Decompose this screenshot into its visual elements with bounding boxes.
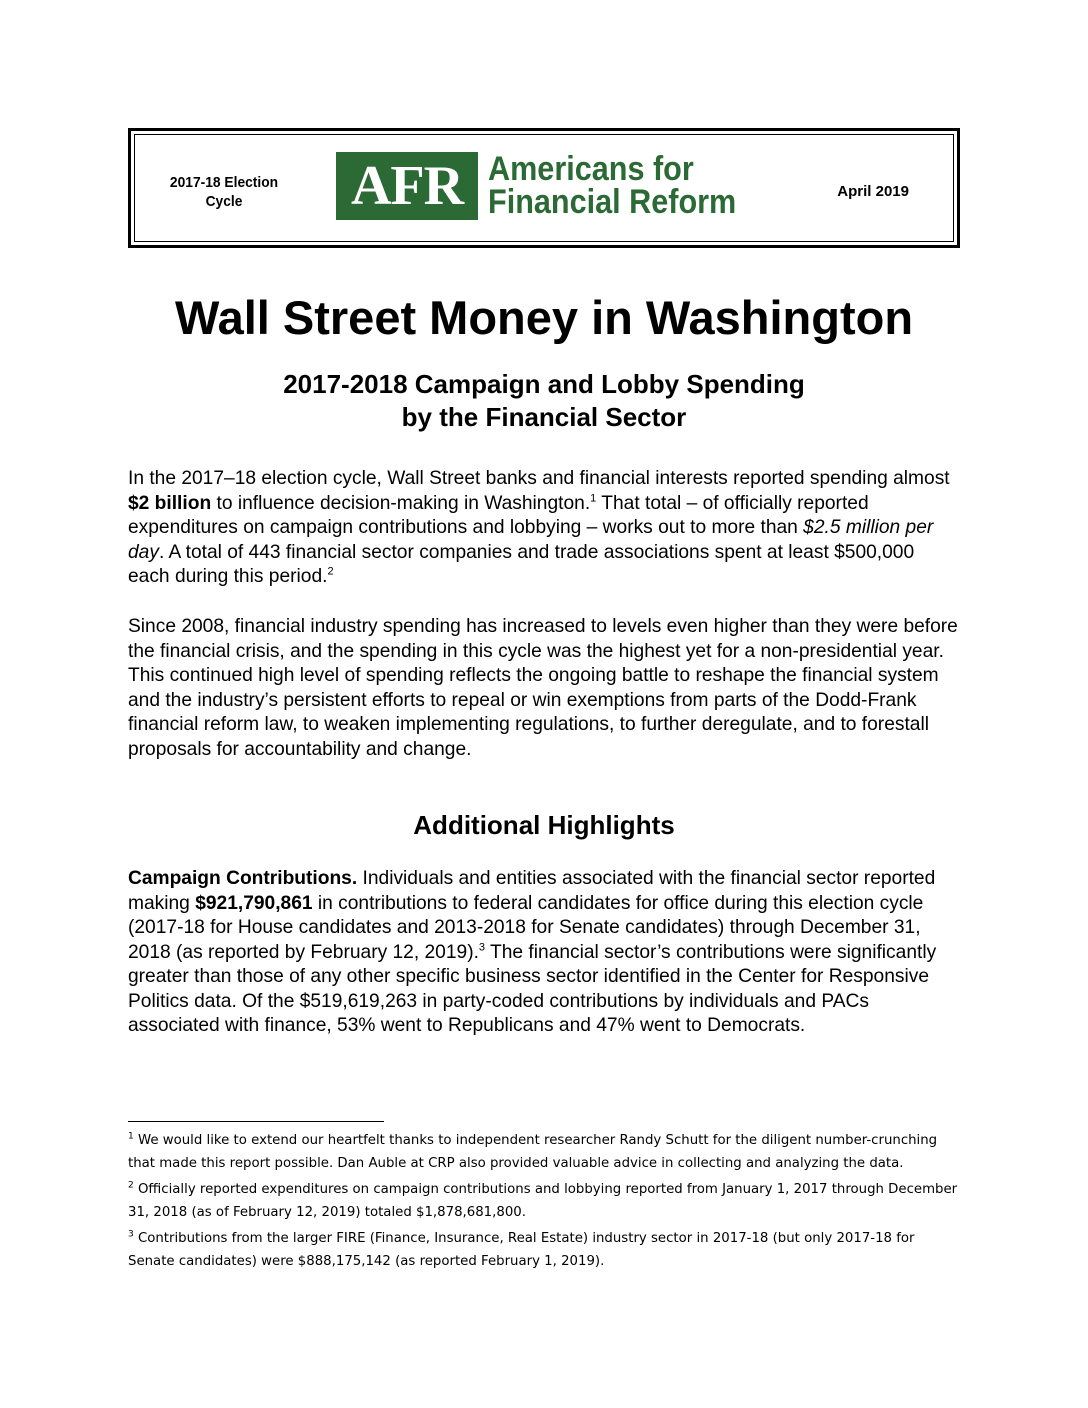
bold-contributions: $921,790,861 — [195, 892, 313, 914]
italic-per-day: $2.5 million per day — [128, 517, 934, 563]
afr-logo-mark: AFR — [336, 152, 478, 220]
bold-total: $2 billion — [128, 492, 212, 514]
text-run: The financial sector’s contributions were significantly greater than those of any other specific business sector identified in the Center for Responsive Politics data. Of the $519,619,263 in party-coded contributions by individuals and PACs associated with finance, 53% went to Republicans and 47% went to Democrats. — [128, 941, 937, 1036]
footnotes — [128, 1130, 960, 1277]
footnote-ref-1: 1 — [590, 492, 597, 505]
text-run: . A total of 443 financial sector companies and trade associations spent at least $500,000 each during this period. — [128, 541, 915, 587]
afr-logo-wordmark — [488, 152, 736, 220]
footnote-text: Contributions from the larger FIRE (Finance, Insurance, Real Estate) industry sector in 2017-18 (but only 2017-18 for Senate candidates) were $888,175,142 (as reported February 1, 2019). — [128, 1231, 915, 1269]
footnote-text: We would like to extend our heartfelt thanks to independent researcher Randy Schutt for the diligent number-crunching that made this report possible. Dan Auble at CRP also provided valuable advice in collecting and analyzing the data. — [128, 1133, 938, 1171]
header-inner-frame — [134, 134, 954, 242]
page-subtitle — [0, 368, 1088, 434]
footnote-number: 1 — [128, 1131, 134, 1142]
subtitle-line-1: 2017-2018 Campaign and Lobby Spending — [283, 369, 805, 399]
subtitle-line-2: by the Financial Sector — [401, 402, 687, 432]
intro-paragraph — [128, 467, 960, 590]
footnote — [128, 1179, 960, 1224]
text-run: in contributions to federal candidates for office during this election cycle (2017-18 for House candidates and 2013-2018 for Senate candidates) through December 31, 2018 (as reported by February 12, 2019). — [128, 892, 924, 963]
afr-logo — [336, 152, 764, 220]
footnote-divider — [128, 1121, 384, 1122]
footnote — [128, 1130, 960, 1175]
contributions-paragraph — [128, 867, 960, 1039]
footnote-ref-3: 3 — [478, 941, 486, 954]
report-header — [128, 128, 960, 248]
footnote-number: 2 — [128, 1180, 134, 1191]
logo-line-1: Americans for — [488, 150, 694, 188]
text-run: Individuals and entities associated with the financial sector reported making — [128, 868, 936, 914]
logo-line-2: Financial Reform — [488, 183, 737, 221]
section-heading: Additional Highlights — [413, 810, 675, 840]
election-cycle-label: 2017-18 Election Cycle — [169, 174, 279, 210]
footnote-number: 3 — [128, 1229, 134, 1240]
text-run: In the 2017–18 election cycle, Wall Street banks and financial interests reported spending almost — [128, 468, 950, 489]
text-run: That total – of officially reported expenditures on campaign contributions and lobbying – works out to more than — [128, 492, 869, 538]
report-date: April 2019 — [837, 183, 909, 200]
paragraph-lead: Campaign Contributions. — [128, 868, 358, 889]
page-title: Wall Street Money in Washington — [174, 291, 914, 344]
footnote-text: Officially reported expenditures on campaign contributions and lobbying reported from January 1, 2017 through December 31, 2018 (as of February 12, 2019) totaled $1,878,681,800. — [128, 1182, 958, 1220]
footnote-ref-2: 2 — [327, 565, 334, 578]
text-run: to influence decision-making in Washington. — [211, 492, 591, 514]
footnote — [128, 1228, 960, 1273]
context-paragraph: Since 2008, financial industry spending has increased to levels even higher than they were before the financial crisis, and the spending in this cycle was the highest yet for a non-presidential year. This continued high level of spending reflects the ongoing battle to reshape the financial system and the industry’s persistent efforts to repeal or win exemptions from parts of the Dodd-Frank financial reform law, to weaken implementing regulations, to further deregulate, and to forestall proposals for accountability and change. — [128, 616, 958, 760]
